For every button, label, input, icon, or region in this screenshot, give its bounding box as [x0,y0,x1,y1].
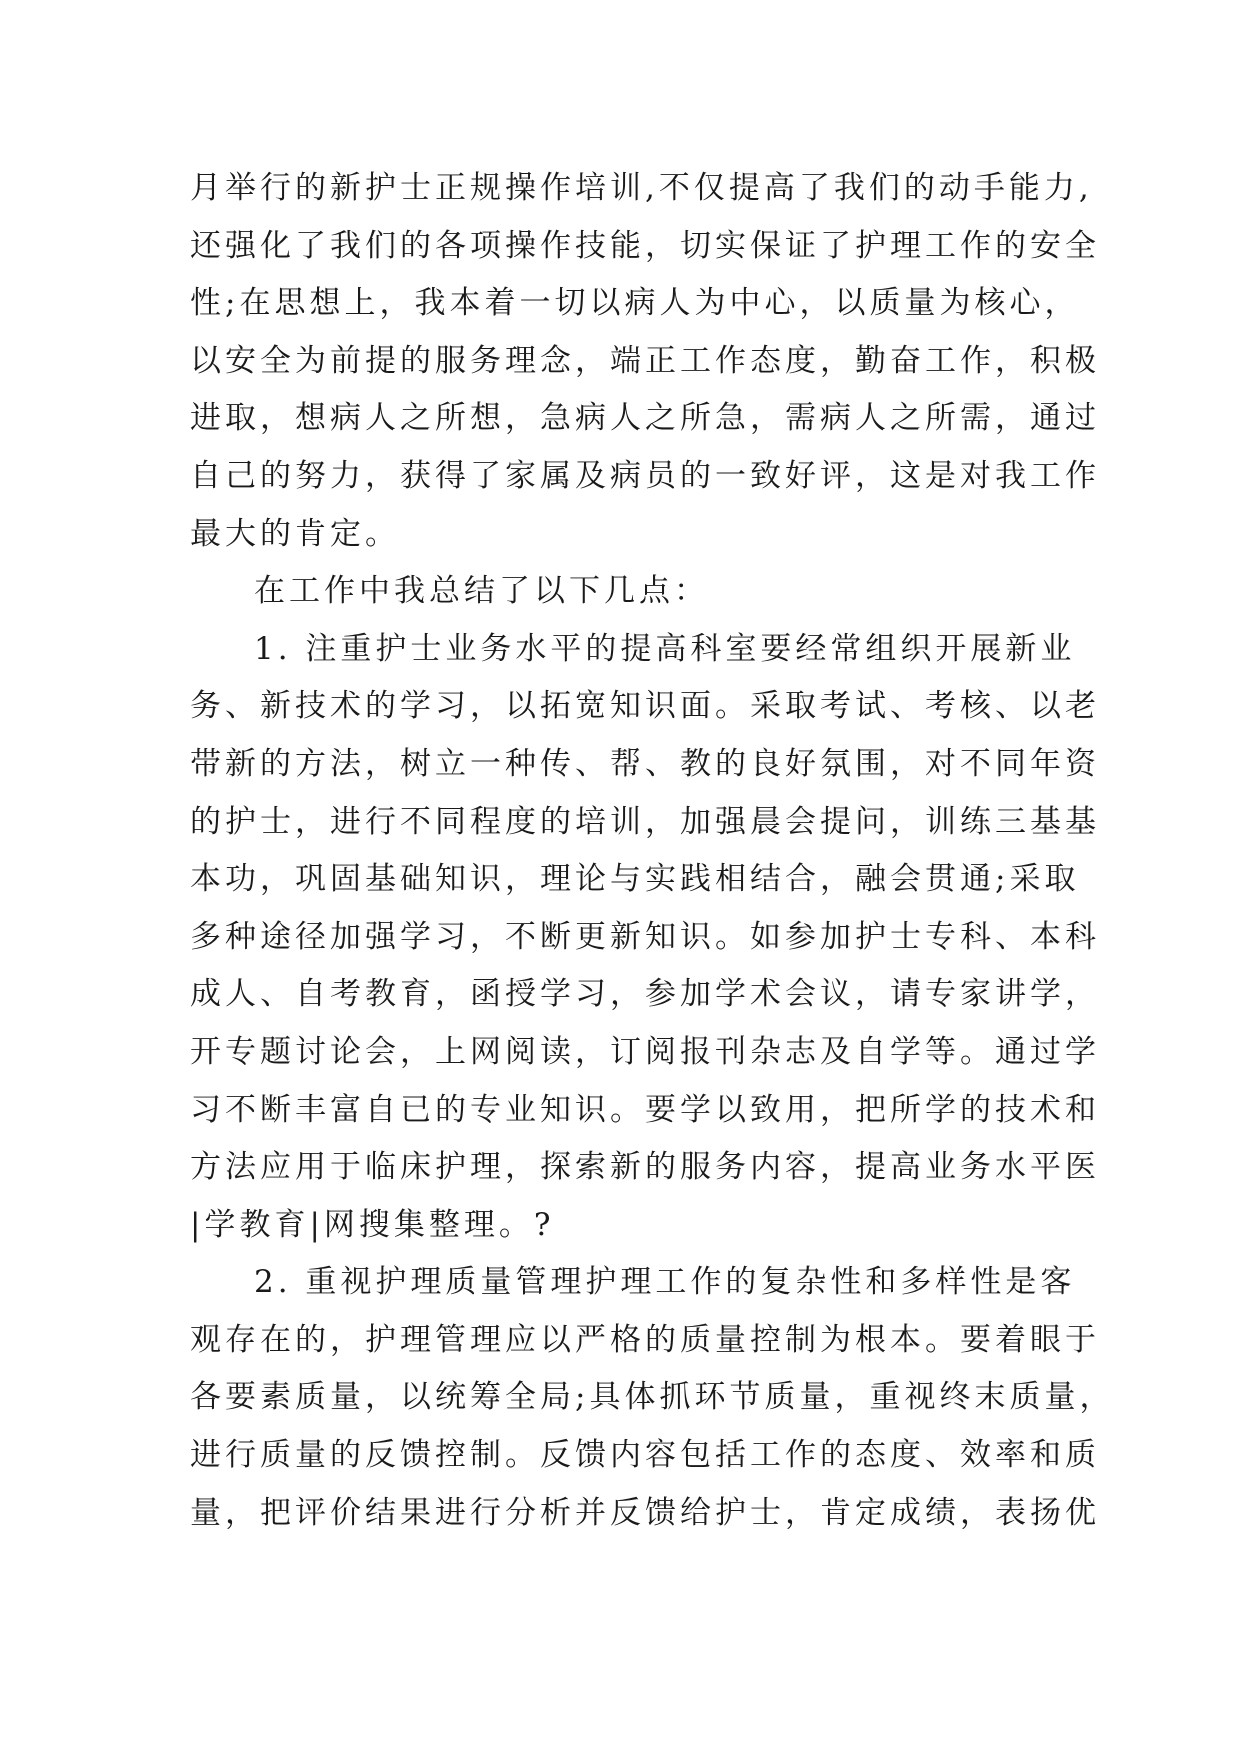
text-line: 务、新技术的学习，以拓宽知识面。采取考试、考核、以老 [190,688,1100,725]
text-line: 带新的方法，树立一种传、帮、教的良好氛围，对不同年资 [190,745,1100,782]
text-line: 月举行的新护士正规操作培训,不仅提高了我们的动手能力, [190,170,1093,206]
text-line: 各要素质量，以统筹全局;具体抓环节质量，重视终末质量， [190,1379,1115,1416]
text-line: 进取，想病人之所想，急病人之所急，需病人之所需，通过 [190,400,1100,437]
text-line: 量，把评价结果进行分析并反馈给护士，肯定成绩，表扬优 [190,1494,1100,1531]
text-line: 1. 注重护士业务水平的提高科室要经常组织开展新业 [254,630,1076,667]
text-line: 还强化了我们的各项操作技能，切实保证了护理工作的安全 [190,227,1100,264]
text-line: 的护士，进行不同程度的培训，加强晨会提问，训练三基基 [190,803,1100,840]
text-line: 在工作中我总结了以下几点： [254,573,709,610]
text-line: 习不断丰富自已的专业知识。要学以致用，把所学的技术和 [190,1091,1100,1128]
text-line: 观存在的，护理管理应以严格的质量控制为根本。要着眼于 [190,1321,1100,1358]
text-line: 开专题讨论会，上网阅读，订阅报刊杂志及自学等。通过学 [190,1033,1100,1070]
text-line: 2. 重视护理质量管理护理工作的复杂性和多样性是客 [254,1264,1076,1301]
text-line: 自己的努力，获得了家属及病员的一致好评，这是对我工作 [190,457,1100,494]
text-line: 进行质量的反馈控制。反馈内容包括工作的态度、效率和质 [190,1437,1100,1474]
text-line: 以安全为前提的服务理念，端正工作态度，勤奋工作，积极 [190,342,1100,379]
text-line: 最大的肯定。 [190,515,400,552]
document-body [190,160,1115,1542]
text-line: 多种途径加强学习，不断更新知识。如参加护士专科、本科 [190,918,1100,955]
text-line: 本功，巩固基础知识，理论与实践相结合，融会贯通;采取 [190,861,1080,898]
text-line: 性;在思想上，我本着一切以病人为中心，以质量为核心， [190,285,1080,322]
text-line: 成人、自考教育，函授学习，参加学术会议，请专家讲学， [190,976,1100,1013]
text-line: 方法应用于临床护理，探索新的服务内容，提高业务水平医 [190,1149,1100,1186]
text-line: |学教育|网搜集整理。? [190,1206,555,1243]
